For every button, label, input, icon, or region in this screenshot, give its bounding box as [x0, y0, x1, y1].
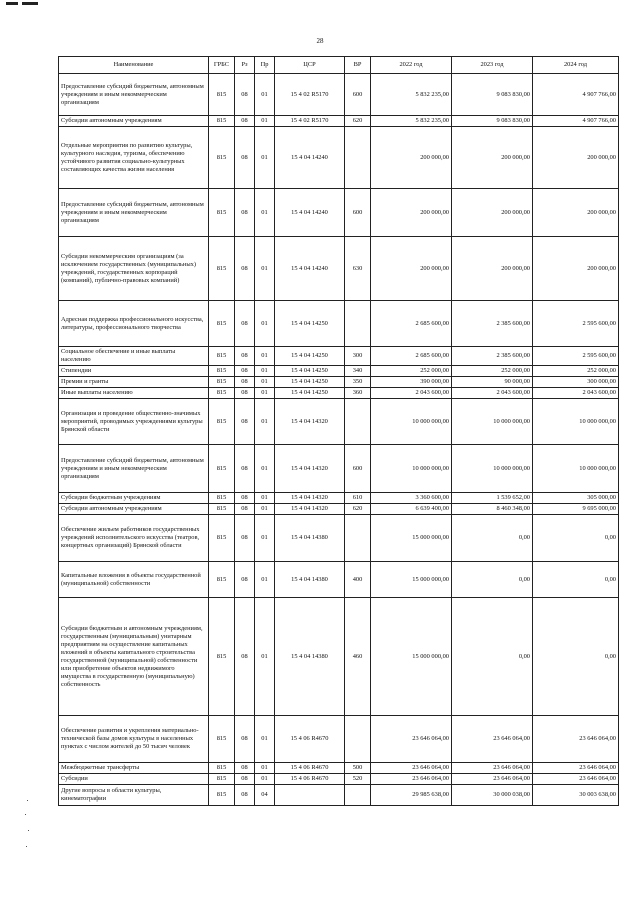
cell-2023: 9 083 830,00: [452, 116, 533, 127]
cell-2022: 2 043 600,00: [371, 388, 452, 399]
cell-2024: 30 003 638,00: [533, 785, 619, 806]
cell-2024: 4 907 766,00: [533, 74, 619, 116]
cell-2022: 15 000 000,00: [371, 515, 452, 562]
cell-vr: [345, 127, 371, 189]
cell-2023: 8 460 348,00: [452, 504, 533, 515]
cell-pr: 01: [255, 504, 275, 515]
cell-2024: 200 000,00: [533, 127, 619, 189]
cell-vr: 300: [345, 347, 371, 366]
cell-rz: 08: [235, 127, 255, 189]
cell-2022: 252 000,00: [371, 366, 452, 377]
cell-2024: 2 595 600,00: [533, 347, 619, 366]
cell-2023: 200 000,00: [452, 189, 533, 237]
cell-rz: 08: [235, 366, 255, 377]
cell-grbs: 815: [209, 74, 235, 116]
cell-name: Стипендии: [59, 366, 209, 377]
cell-2024: 300 000,00: [533, 377, 619, 388]
cell-vr: 340: [345, 366, 371, 377]
table-row: [59, 785, 619, 806]
cell-grbs: 815: [209, 515, 235, 562]
cell-name: Другие вопросы в области культуры, кинематографии: [59, 785, 209, 806]
cell-vr: [345, 301, 371, 347]
cell-grbs: 815: [209, 399, 235, 445]
cell-2024: 200 000,00: [533, 237, 619, 301]
cell-name: Премии и гранты: [59, 377, 209, 388]
table-row: [59, 716, 619, 763]
cell-2022: 29 985 638,00: [371, 785, 452, 806]
cell-pr: 01: [255, 598, 275, 716]
table-row: [59, 515, 619, 562]
cell-pr: 01: [255, 388, 275, 399]
cell-2024: 9 695 000,00: [533, 504, 619, 515]
cell-pr: 01: [255, 399, 275, 445]
cell-csr: [275, 785, 345, 806]
cell-csr: 15 4 04 14250: [275, 377, 345, 388]
cell-csr: 15 4 04 14240: [275, 237, 345, 301]
cell-csr: 15 4 04 14320: [275, 504, 345, 515]
cell-2024: 252 000,00: [533, 366, 619, 377]
cell-2022: 200 000,00: [371, 237, 452, 301]
cell-vr: 460: [345, 598, 371, 716]
cell-pr: 01: [255, 366, 275, 377]
cell-name: Предоставление субсидий бюджетным, автономным учреждениям и иным некоммерческим организациям: [59, 445, 209, 493]
column-header: Наименование: [59, 57, 209, 74]
corner-mark: [22, 2, 38, 5]
cell-2024: 23 646 064,00: [533, 774, 619, 785]
cell-pr: 01: [255, 189, 275, 237]
cell-2023: 2 385 600,00: [452, 347, 533, 366]
cell-csr: 15 4 02 R5170: [275, 116, 345, 127]
cell-pr: 01: [255, 347, 275, 366]
cell-2023: 10 000 000,00: [452, 399, 533, 445]
cell-name: Межбюджетные трансферты: [59, 763, 209, 774]
cell-grbs: 815: [209, 445, 235, 493]
table-row: [59, 116, 619, 127]
cell-2022: 2 685 600,00: [371, 301, 452, 347]
cell-2024: 0,00: [533, 598, 619, 716]
cell-2024: 0,00: [533, 515, 619, 562]
cell-2022: 390 000,00: [371, 377, 452, 388]
cell-pr: 04: [255, 785, 275, 806]
cell-2023: 0,00: [452, 598, 533, 716]
cell-csr: 15 4 04 14250: [275, 366, 345, 377]
cell-csr: 15 4 04 14380: [275, 598, 345, 716]
cell-name: Организация и проведение общественно-значимых мероприятий, проводимых учреждениями культуры Брянской области: [59, 399, 209, 445]
column-header: ГРБС: [209, 57, 235, 74]
column-header: Пр: [255, 57, 275, 74]
cell-grbs: 815: [209, 189, 235, 237]
column-header: ЦСР: [275, 57, 345, 74]
scan-artifact: [25, 800, 31, 860]
cell-csr: 15 4 04 14240: [275, 127, 345, 189]
table-row: [59, 388, 619, 399]
cell-csr: 15 4 04 14380: [275, 562, 345, 598]
cell-2023: 200 000,00: [452, 237, 533, 301]
cell-2024: 4 907 766,00: [533, 116, 619, 127]
table-row: [59, 74, 619, 116]
cell-grbs: 815: [209, 493, 235, 504]
cell-rz: 08: [235, 774, 255, 785]
cell-2023: 23 646 064,00: [452, 774, 533, 785]
cell-vr: 400: [345, 562, 371, 598]
cell-rz: 08: [235, 116, 255, 127]
cell-name: Субсидии автономным учреждениям: [59, 116, 209, 127]
table-row: [59, 562, 619, 598]
cell-csr: 15 4 04 14250: [275, 388, 345, 399]
cell-csr: 15 4 04 14320: [275, 399, 345, 445]
cell-2023: 0,00: [452, 562, 533, 598]
cell-pr: 01: [255, 562, 275, 598]
cell-vr: 600: [345, 189, 371, 237]
cell-vr: [345, 515, 371, 562]
cell-csr: 15 4 04 14320: [275, 445, 345, 493]
cell-name: Иные выплаты населению: [59, 388, 209, 399]
cell-2024: 10 000 000,00: [533, 399, 619, 445]
cell-2022: 200 000,00: [371, 189, 452, 237]
cell-csr: 15 4 04 14250: [275, 301, 345, 347]
cell-rz: 08: [235, 301, 255, 347]
cell-name: Обеспечение жильем работников государственных учреждений исполнительского искусства (театров, концертных организаций) Брянской области: [59, 515, 209, 562]
table-row: [59, 763, 619, 774]
cell-grbs: 815: [209, 237, 235, 301]
table-row: [59, 366, 619, 377]
cell-pr: 01: [255, 716, 275, 763]
cell-rz: 08: [235, 445, 255, 493]
table-row: [59, 301, 619, 347]
cell-2023: 1 539 652,00: [452, 493, 533, 504]
cell-rz: 08: [235, 716, 255, 763]
cell-2023: 30 000 038,00: [452, 785, 533, 806]
cell-2024: 23 646 064,00: [533, 716, 619, 763]
cell-2022: 5 832 235,00: [371, 116, 452, 127]
cell-name: Обеспечение развития и укрепления материально-технической базы домов культуры в населенных пунктах с числом жителей до 50 тысяч человек: [59, 716, 209, 763]
table-row: [59, 347, 619, 366]
cell-vr: 620: [345, 504, 371, 515]
cell-csr: 15 4 04 14320: [275, 493, 345, 504]
cell-name: Социальное обеспечение и иные выплаты населению: [59, 347, 209, 366]
table-header-row: [59, 57, 619, 74]
cell-csr: 15 4 02 R5170: [275, 74, 345, 116]
column-header: ВР: [345, 57, 371, 74]
cell-name: Отдельные мероприятия по развитию культуры, культурного наследия, туризма, обеспечению устойчивого развития социально-культурных составляющих качества жизни населения: [59, 127, 209, 189]
cell-grbs: 815: [209, 366, 235, 377]
cell-2024: 200 000,00: [533, 189, 619, 237]
cell-grbs: 815: [209, 388, 235, 399]
cell-rz: 08: [235, 347, 255, 366]
cell-grbs: 815: [209, 127, 235, 189]
cell-2023: 23 646 064,00: [452, 763, 533, 774]
cell-rz: 08: [235, 237, 255, 301]
cell-vr: 610: [345, 493, 371, 504]
cell-csr: 15 4 06 R4670: [275, 774, 345, 785]
page-number: 28: [316, 37, 324, 45]
column-header: Рз: [235, 57, 255, 74]
cell-pr: 01: [255, 377, 275, 388]
budget-table: [58, 56, 619, 806]
cell-name: Предоставление субсидий бюджетным, автономным учреждениям и иным некоммерческим организациям: [59, 74, 209, 116]
table-row: [59, 377, 619, 388]
table-row: [59, 399, 619, 445]
cell-csr: 15 4 06 R4670: [275, 716, 345, 763]
cell-pr: 01: [255, 515, 275, 562]
table-row: [59, 598, 619, 716]
cell-2023: 90 000,00: [452, 377, 533, 388]
cell-2022: 2 685 600,00: [371, 347, 452, 366]
cell-grbs: 815: [209, 774, 235, 785]
column-header: 2023 год: [452, 57, 533, 74]
cell-vr: 350: [345, 377, 371, 388]
cell-rz: 08: [235, 504, 255, 515]
cell-name: Субсидии некоммерческим организациям (за исключением государственных (муниципальных) учреждений, государственных корпораций (компаний), публично-правовых компаний): [59, 237, 209, 301]
cell-grbs: 815: [209, 347, 235, 366]
cell-rz: 08: [235, 598, 255, 716]
cell-grbs: 815: [209, 716, 235, 763]
cell-name: Адресная поддержка профессионального искусства, литературы, профессионального творчества: [59, 301, 209, 347]
cell-pr: 01: [255, 74, 275, 116]
cell-rz: 08: [235, 399, 255, 445]
cell-2023: 10 000 000,00: [452, 445, 533, 493]
cell-2023: 252 000,00: [452, 366, 533, 377]
cell-rz: 08: [235, 493, 255, 504]
cell-2023: 2 385 600,00: [452, 301, 533, 347]
cell-2023: 23 646 064,00: [452, 716, 533, 763]
cell-2023: 9 083 830,00: [452, 74, 533, 116]
cell-vr: [345, 785, 371, 806]
cell-2022: 23 646 064,00: [371, 763, 452, 774]
cell-vr: 500: [345, 763, 371, 774]
cell-grbs: 815: [209, 562, 235, 598]
cell-rz: 08: [235, 515, 255, 562]
cell-2023: 0,00: [452, 515, 533, 562]
table-row: [59, 493, 619, 504]
cell-name: Субсидии бюджетным и автономным учреждениям, государственным (муниципальным) унитарным предприятиям на осуществление капитальных вложений в объекты капитального строительства государственной (муниципальной) собственности или приобретение объектов недвижимого имущества в государственную (муниципальную) собственность: [59, 598, 209, 716]
cell-name: Предоставление субсидий бюджетным, автономным учреждениям и иным некоммерческим организациям: [59, 189, 209, 237]
cell-2022: 200 000,00: [371, 127, 452, 189]
cell-2022: 10 000 000,00: [371, 399, 452, 445]
cell-rz: 08: [235, 377, 255, 388]
cell-name: Субсидии автономным учреждениям: [59, 504, 209, 515]
cell-2022: 6 639 400,00: [371, 504, 452, 515]
cell-grbs: 815: [209, 301, 235, 347]
cell-vr: [345, 716, 371, 763]
cell-name: Субсидии бюджетным учреждениям: [59, 493, 209, 504]
cell-pr: 01: [255, 116, 275, 127]
cell-pr: 01: [255, 127, 275, 189]
table-row: [59, 237, 619, 301]
cell-2023: 200 000,00: [452, 127, 533, 189]
cell-2022: 15 000 000,00: [371, 598, 452, 716]
table-row: [59, 445, 619, 493]
cell-csr: 15 4 04 14240: [275, 189, 345, 237]
cell-vr: 630: [345, 237, 371, 301]
cell-pr: 01: [255, 493, 275, 504]
cell-csr: 15 4 04 14250: [275, 347, 345, 366]
cell-grbs: 815: [209, 377, 235, 388]
cell-name: Капитальные вложения в объекты государственной (муниципальной) собственности: [59, 562, 209, 598]
cell-2024: 10 000 000,00: [533, 445, 619, 493]
cell-rz: 08: [235, 785, 255, 806]
cell-grbs: 815: [209, 504, 235, 515]
cell-rz: 08: [235, 74, 255, 116]
cell-vr: 600: [345, 445, 371, 493]
cell-2024: 23 646 064,00: [533, 763, 619, 774]
cell-vr: [345, 399, 371, 445]
cell-vr: 620: [345, 116, 371, 127]
table-row: [59, 774, 619, 785]
cell-grbs: 815: [209, 116, 235, 127]
cell-pr: 01: [255, 774, 275, 785]
cell-vr: 520: [345, 774, 371, 785]
column-header: 2022 год: [371, 57, 452, 74]
cell-csr: 15 4 04 14380: [275, 515, 345, 562]
cell-pr: 01: [255, 237, 275, 301]
cell-2024: 305 000,00: [533, 493, 619, 504]
cell-grbs: 815: [209, 763, 235, 774]
cell-2022: 5 832 235,00: [371, 74, 452, 116]
cell-2022: 15 000 000,00: [371, 562, 452, 598]
cell-2022: 23 646 064,00: [371, 774, 452, 785]
cell-pr: 01: [255, 763, 275, 774]
cell-rz: 08: [235, 763, 255, 774]
cell-grbs: 815: [209, 785, 235, 806]
cell-vr: 360: [345, 388, 371, 399]
column-header: 2024 год: [533, 57, 619, 74]
cell-rz: 08: [235, 562, 255, 598]
cell-rz: 08: [235, 388, 255, 399]
cell-pr: 01: [255, 445, 275, 493]
table-row: [59, 127, 619, 189]
corner-mark: [6, 2, 18, 5]
cell-pr: 01: [255, 301, 275, 347]
cell-2024: 2 595 600,00: [533, 301, 619, 347]
cell-name: Субсидии: [59, 774, 209, 785]
cell-2022: 3 360 600,00: [371, 493, 452, 504]
table-row: [59, 504, 619, 515]
cell-vr: 600: [345, 74, 371, 116]
cell-grbs: 815: [209, 598, 235, 716]
cell-2024: 0,00: [533, 562, 619, 598]
cell-rz: 08: [235, 189, 255, 237]
cell-2022: 23 646 064,00: [371, 716, 452, 763]
cell-2023: 2 043 600,00: [452, 388, 533, 399]
cell-csr: 15 4 06 R4670: [275, 763, 345, 774]
cell-2022: 10 000 000,00: [371, 445, 452, 493]
table-body: [59, 74, 619, 806]
table-row: [59, 189, 619, 237]
cell-2024: 2 043 600,00: [533, 388, 619, 399]
